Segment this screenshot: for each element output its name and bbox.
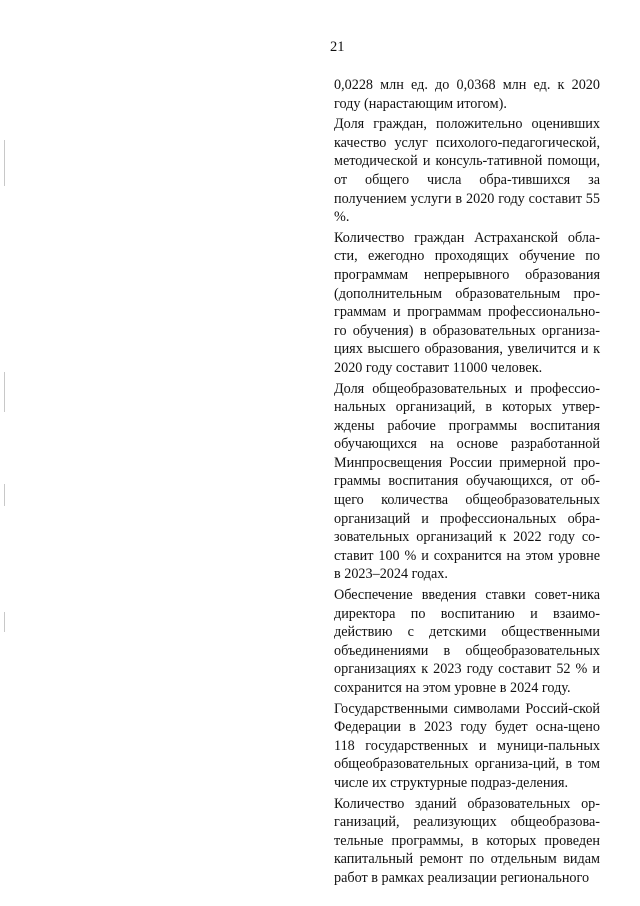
paragraph-2: Доля граждан, положительно оценивших качество услуг психолого-педагогической, методической и консуль-тативной помощи, от общего числа обра-тившихся за получением услуги в 2020 году составит 55 %. <box>334 116 600 226</box>
paragraph-4: Доля общеобразовательных и профессио-нальных организаций, в которых утвер-ждены рабочие программы воспитания обучающихся на основе разработанной Минпросвещения России примерной про-граммы воспитания обучающихся, от об-щего количества общеобразовательных организаций и профессиональных обра-зовательных организаций к 2022 году со-ставит 100 % и сохранится на этом уровне в 2023–2024 годах. <box>334 380 600 583</box>
paragraph-1: 0,0228 млн ед. до 0,0368 млн ед. к 2020 году (нарастающим итогом). <box>334 77 600 112</box>
scan-artifact <box>4 484 5 506</box>
scan-artifact <box>4 140 5 186</box>
scan-artifact <box>4 372 5 412</box>
scan-artifact <box>4 612 5 632</box>
paragraph-7: Количество зданий образовательных ор-ганизаций, реализующих общеобразова-тельные программы, в которых проведен капитальный ремонт по отдельным видам работ в рамках реализации регионального <box>334 795 600 886</box>
paragraph-5: Обеспечение введения ставки совет-ника директора по воспитанию и взаимо-действию с детскими общественными объединениями в общеобразовательных организациях к 2023 году составит 52 % и сохранится на этом уровне в 2024 году. <box>334 587 600 696</box>
page-number: 21 <box>330 39 345 55</box>
text-column <box>334 76 600 888</box>
paragraph-3: Количество граждан Астраханской обла-сти, ежегодно проходящих обучение по программам непрерывного образования (дополнительным образовательным про-граммам и программам профессионально-го обучения) в образовательных организа-циях высшего образования, увеличится и к 2020 году составит 11000 человек. <box>334 229 600 376</box>
paragraph-6: Государственными символами Россий-ской Федерации в 2023 году будет осна-щено 118 государственных и муници-пальных общеобразовательных организа-ций, в том числе их структурные подраз-деления. <box>334 700 600 791</box>
